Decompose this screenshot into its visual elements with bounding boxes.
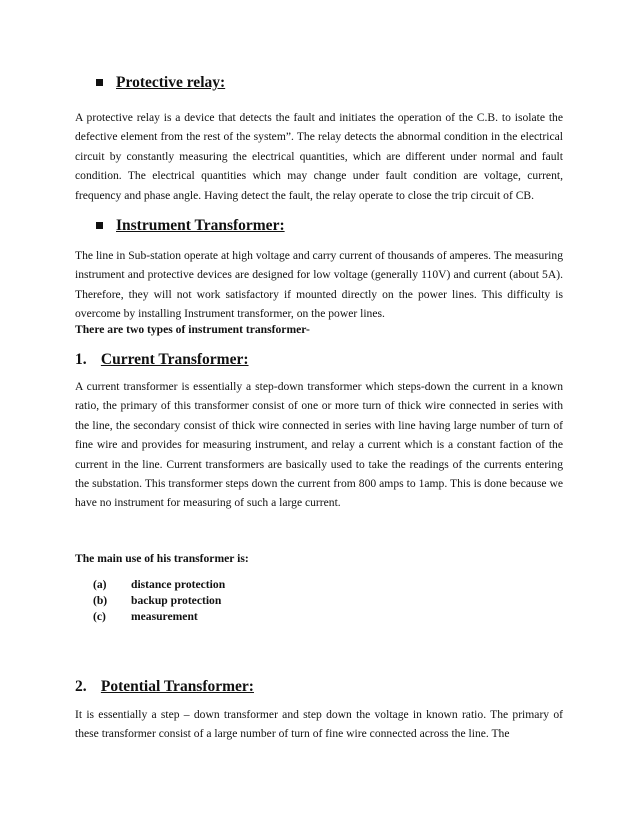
square-bullet-icon	[96, 79, 103, 86]
instrument-transformer-heading	[96, 217, 285, 235]
potential-transformer-heading-text: Potential Transformer:	[100, 678, 254, 695]
list-item	[93, 609, 225, 625]
list-item-label: distance protection	[131, 578, 226, 591]
current-transformer-heading-text: Current Transformer:	[100, 351, 249, 368]
list-item-key: (c)	[93, 610, 106, 623]
list-item	[93, 593, 225, 609]
instrument-transformer-heading-text: Instrument Transformer:	[116, 217, 285, 234]
current-transformer-heading	[75, 351, 249, 369]
list-item-key: (b)	[93, 594, 108, 607]
protective-relay-heading	[96, 74, 225, 92]
transformer-types-line: There are two types of instrument transformer-	[75, 323, 310, 336]
instrument-transformer-paragraph: The line in Sub-station operate at high voltage and carry current of thousands of amperes. The measuring instrument and protective devices are designed for low voltage (generally 110V) and current (about 5A). Therefore, they will not work satisfactory if mounted directly on the power lines. This difficulty is overcome by installing Instrument transformer, on the power lines.	[75, 249, 563, 321]
main-use-list	[93, 577, 225, 625]
current-transformer-paragraph: A current transformer is essentially a step-down transformer which steps-down the current in a known ratio, the primary of this transformer consist of one or more turn of thick wire connected in series with the line, the secondary consist of thick wire connected in series with line having large number of turn of fine wire and provides for measuring instrument, and relay a current which is a constant faction of the current in the line. Current transformers are basically used to take the readings of the currents entering the substation. This transformer steps down the current from 800 amps to 1amp. This is done because we have no instrument for measuring of such a large current.	[75, 380, 563, 510]
list-item-key: (a)	[93, 578, 107, 591]
section-number: 2.	[75, 678, 87, 695]
potential-transformer-heading	[75, 678, 254, 696]
section-number: 1.	[75, 351, 87, 368]
protective-relay-paragraph: A protective relay is a device that detects the fault and initiates the operation of the C.B. to isolate the defective element from the rest of the system”. The relay detects the abnormal condition in the electrical circuit by constantly measuring the electrical quantities, which are different under normal and fault condition. The electrical quantities which may change under fault condition are voltage, current, frequency and phase angle. Having detect the fault, the relay operate to close the trip circuit of CB.	[75, 111, 563, 202]
main-use-title: The main use of his transformer is:	[75, 552, 249, 565]
potential-transformer-paragraph: It is essentially a step – down transformer and step down the voltage in known ratio. The primary of these transformer consist of a large number of turn of fine wire connected across the line. The	[75, 708, 563, 741]
list-item-label: measurement	[131, 610, 198, 623]
list-item-label: backup protection	[131, 594, 222, 607]
square-bullet-icon	[96, 222, 103, 229]
list-item	[93, 577, 225, 593]
protective-relay-heading-text: Protective relay:	[116, 74, 226, 91]
